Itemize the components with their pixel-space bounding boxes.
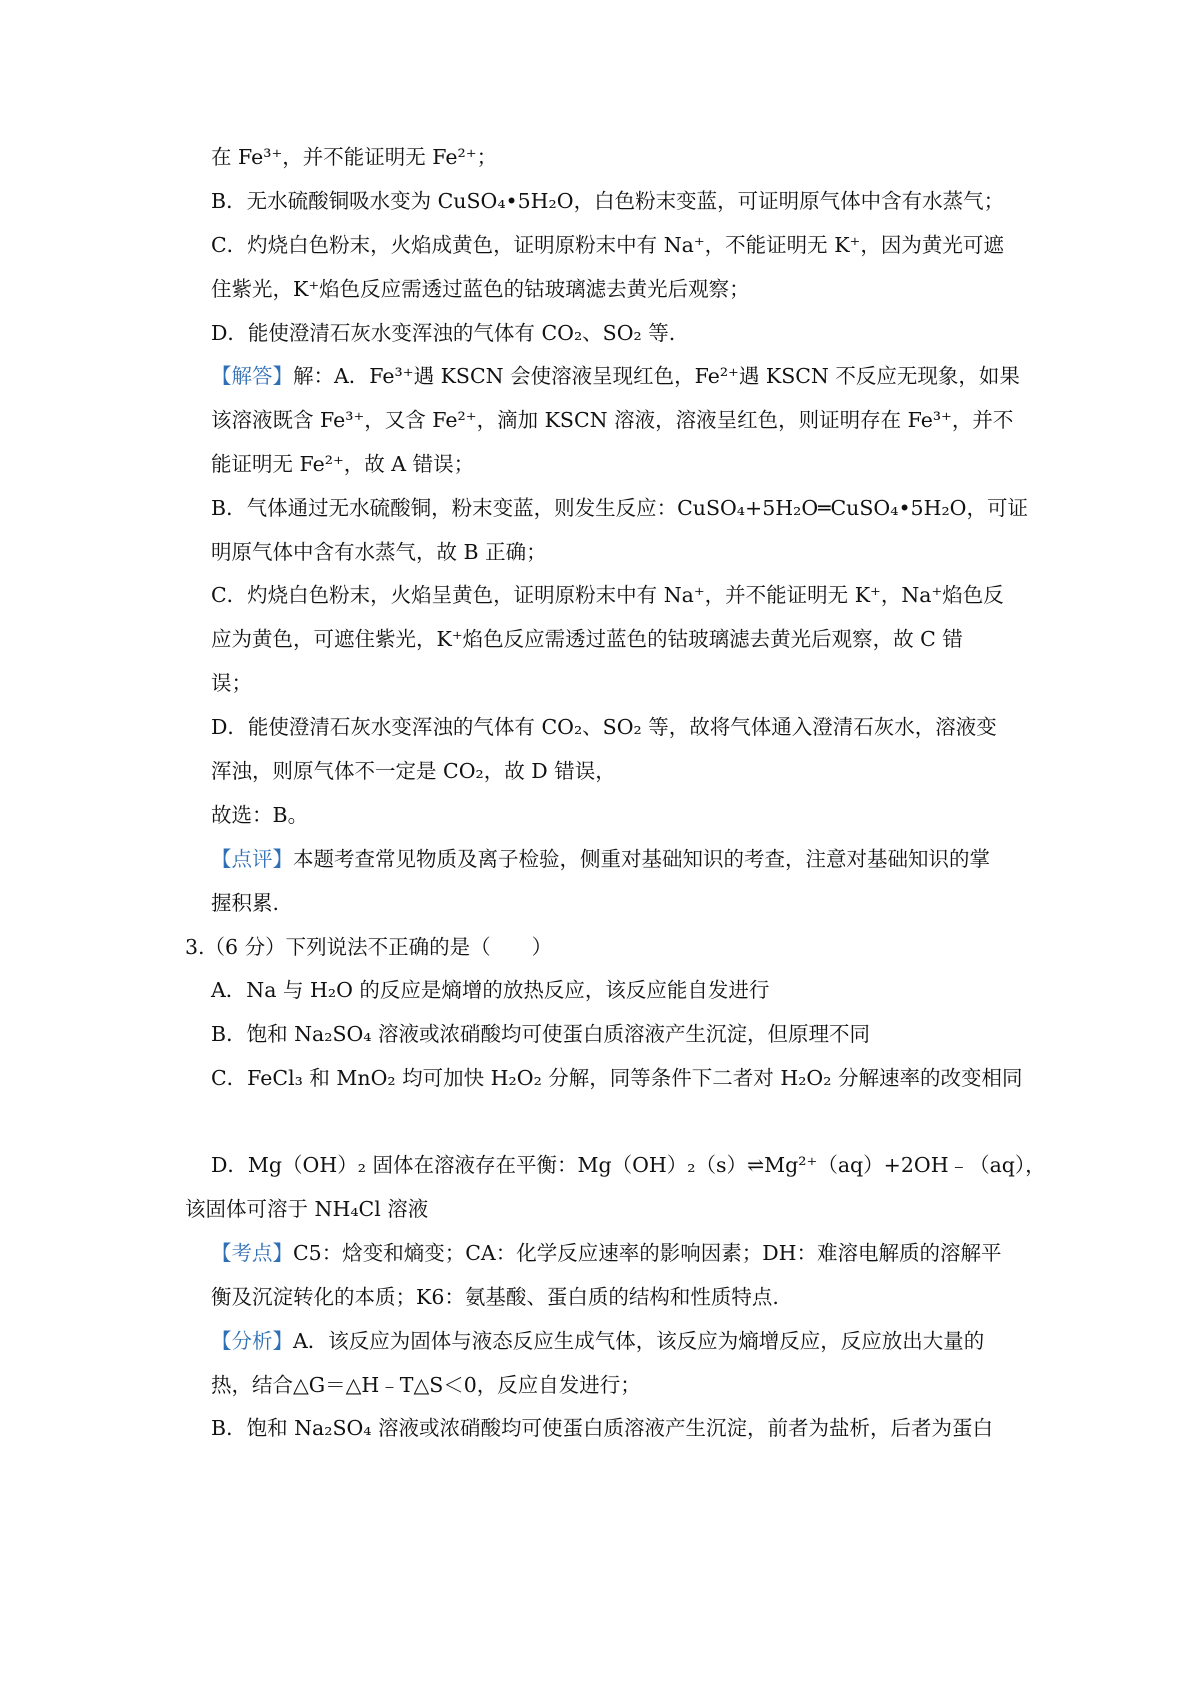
text-line: 故选：B。 bbox=[211, 803, 309, 827]
text-line: 热，结合△G＝△H﹣T△S＜0，反应自发进行； bbox=[211, 1373, 641, 1397]
text-line: 应为黄色，可遮住紫光，K⁺焰色反应需透过蓝色的钴玻璃滤去黄光后观察，故 C 错 bbox=[211, 627, 963, 651]
key-point-tag: 【考点】 bbox=[211, 1241, 293, 1265]
option-d: D．Mg（OH）₂ 固体在溶液存在平衡：Mg（OH）₂（s）⇌Mg²⁺（aq）+2OH﹣（aq）， bbox=[211, 1153, 1046, 1177]
option-a: A．Na 与 H₂O 的反应是熵增的放热反应，该反应能自发进行 bbox=[211, 978, 770, 1002]
key-point-text: C5：焓变和熵变；CA：化学反应速率的影响因素；DH：难溶电解质的溶解平 bbox=[293, 1241, 1002, 1265]
text-line: 住紫光，K⁺焰色反应需透过蓝色的钴玻璃滤去黄光后观察； bbox=[211, 277, 750, 301]
text-line: 该溶液既含 Fe³⁺，又含 Fe²⁺，滴加 KSCN 溶液，溶液呈红色，则证明存在 Fe³⁺，并不 bbox=[211, 408, 1014, 432]
text-line: 在 Fe³⁺，并不能证明无 Fe²⁺； bbox=[211, 145, 498, 169]
comment-text: 本题考查常见物质及离子检验，侧重对基础知识的考查，注意对基础知识的掌 bbox=[293, 847, 990, 871]
text-line: B．饱和 Na₂SO₄ 溶液或浓硝酸均可使蛋白质溶液产生沉淀，前者为盐析，后者为蛋白 bbox=[211, 1416, 994, 1440]
comment-tag: 【点评】 bbox=[211, 847, 293, 871]
answer-line bbox=[211, 361, 1020, 391]
text-line: 能证明无 Fe²⁺，故 A 错误； bbox=[211, 452, 475, 476]
analysis-text: A．该反应为固体与液态反应生成气体，该反应为熵增反应，反应放出大量的 bbox=[293, 1329, 985, 1353]
text-line: 握积累. bbox=[211, 891, 280, 915]
text-line: D．能使澄清石灰水变浑浊的气体有 CO₂、SO₂ 等. bbox=[211, 321, 676, 345]
text-line: 浑浊，则原气体不一定是 CO₂，故 D 错误， bbox=[211, 759, 616, 783]
answer-text: 解：A．Fe³⁺遇 KSCN 会使溶液呈现红色，Fe²⁺遇 KSCN 不反应无现象，如果 bbox=[293, 364, 1020, 388]
option-c: C．FeCl₃ 和 MnO₂ 均可加快 H₂O₂ 分解，同等条件下二者对 H₂O₂ 分解速率的改变相同 bbox=[211, 1066, 1023, 1090]
text-line: 明原气体中含有水蒸气，故 B 正确； bbox=[211, 540, 547, 564]
analysis-line bbox=[211, 1326, 984, 1356]
analysis-tag: 【分析】 bbox=[211, 1329, 293, 1353]
text-line: B．无水硫酸铜吸水变为 CuSO₄•5H₂O，白色粉末变蓝，可证明原气体中含有水蒸气； bbox=[211, 189, 1005, 213]
key-point-line bbox=[211, 1238, 1002, 1268]
answer-tag: 【解答】 bbox=[211, 364, 293, 388]
comment-line bbox=[211, 844, 990, 874]
text-line: 误； bbox=[211, 671, 252, 695]
text-line: B．气体通过无水硫酸铜，粉末变蓝，则发生反应：CuSO₄+5H₂O═CuSO₄•5H₂O，可证 bbox=[211, 496, 1028, 520]
option-d-continued: 该固体可溶于 NH₄Cl 溶液 bbox=[185, 1197, 429, 1221]
question-title: 3.（6 分）下列说法不正确的是（ ） bbox=[185, 935, 553, 959]
text-line: D．能使澄清石灰水变浑浊的气体有 CO₂、SO₂ 等，故将气体通入澄清石灰水，溶液变 bbox=[211, 715, 997, 739]
text-line: 衡及沉淀转化的本质；K6：氨基酸、蛋白质的结构和性质特点. bbox=[211, 1285, 779, 1309]
text-line: C．灼烧白色粉末，火焰成黄色，证明原粉末中有 Na⁺，不能证明无 K⁺，因为黄光可遮 bbox=[211, 233, 1004, 257]
text-line: C．灼烧白色粉末，火焰呈黄色，证明原粉末中有 Na⁺，并不能证明无 K⁺，Na⁺焰色反 bbox=[211, 583, 1004, 607]
option-b: B．饱和 Na₂SO₄ 溶液或浓硝酸均可使蛋白质溶液产生沉淀，但原理不同 bbox=[211, 1022, 871, 1046]
